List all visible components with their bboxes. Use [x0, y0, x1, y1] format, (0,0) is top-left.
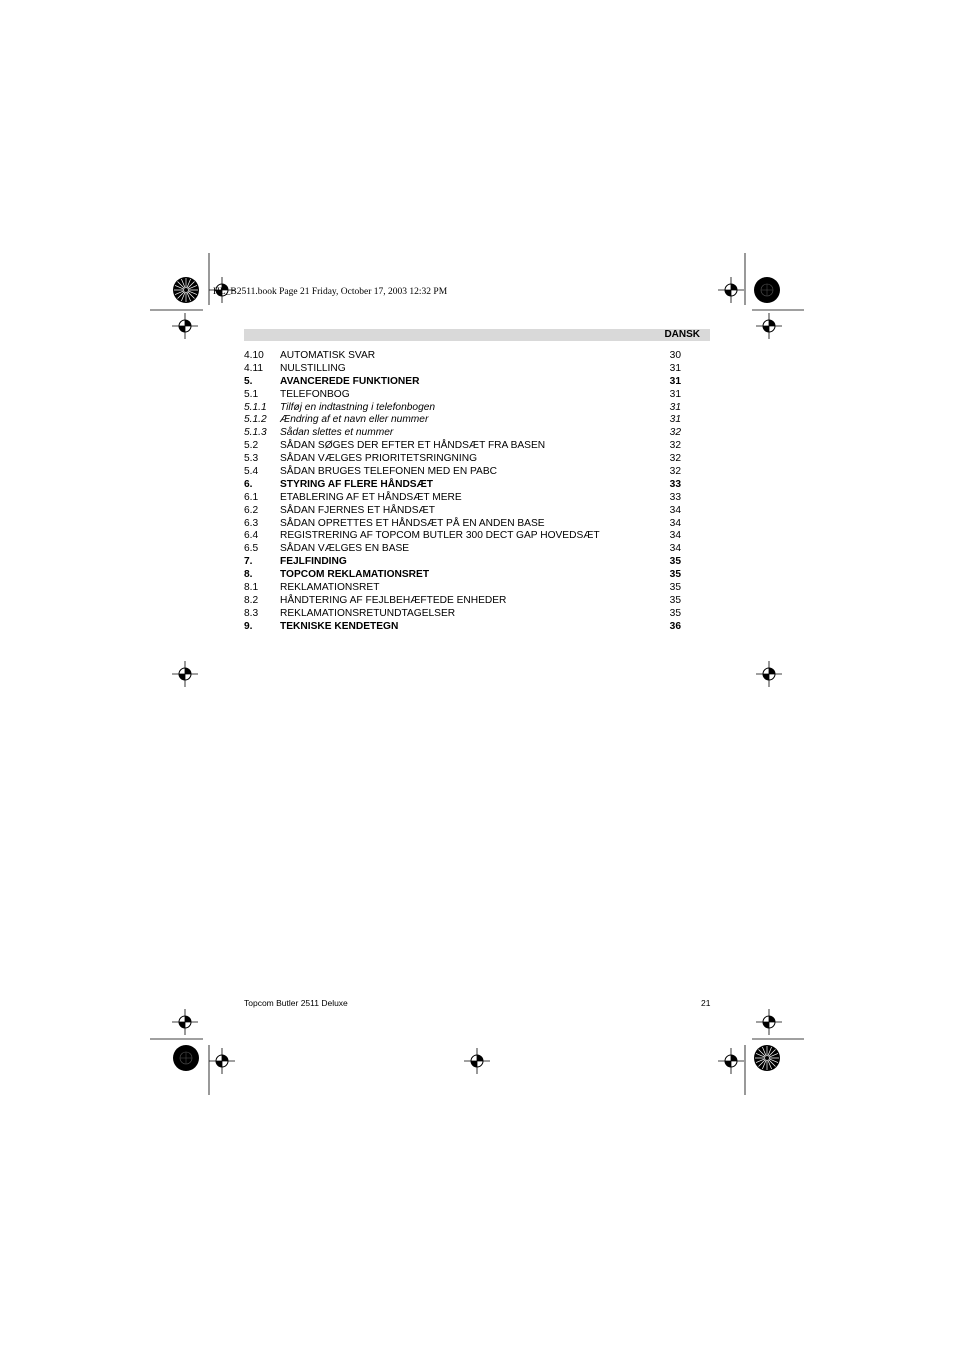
toc-entry-title: SÅDAN VÆLGES PRIORITETSRINGNING — [280, 453, 477, 465]
toc-entry-number: 5. — [244, 375, 253, 387]
toc-entry-page: 32 — [669, 427, 681, 439]
toc-entry-number: 6.3 — [244, 517, 259, 529]
toc-entry[interactable] — [244, 492, 684, 505]
toc-entry[interactable] — [244, 569, 684, 582]
toc-entry-number: 5.4 — [244, 466, 259, 478]
toc-entry-title: ETABLERING AF ET HÅNDSÆT MERE — [280, 491, 462, 503]
toc-entry-page: 34 — [669, 543, 681, 555]
toc-entry-number: 4.10 — [244, 350, 264, 361]
toc-entry-title: SÅDAN OPRETTES ET HÅNDSÆT PÅ EN ANDEN BASE — [280, 517, 545, 529]
print-info-line: HL_B2511.book Page 21 Friday, October 17, 2003 12:32 PM — [213, 287, 448, 297]
toc-entry-number: 5.3 — [244, 453, 259, 465]
toc-entry-page: 31 — [669, 414, 681, 426]
toc-entry[interactable] — [244, 518, 684, 531]
toc-entry-page: 31 — [669, 375, 681, 387]
toc-entry-page: 35 — [669, 594, 681, 606]
toc-entry-page: 32 — [669, 453, 681, 465]
toc-entry-title: Sådan slettes et nummer — [280, 427, 394, 439]
toc-entry[interactable] — [244, 466, 684, 479]
toc-entry-page: 32 — [669, 466, 681, 478]
toc-entry-number: 8. — [244, 569, 253, 581]
toc-entry-page: 31 — [669, 401, 681, 413]
toc-entry[interactable] — [244, 427, 684, 440]
toc-entry[interactable] — [244, 505, 684, 518]
toc-entry-title: HÅNDTERING AF FEJLBEHÆFTEDE ENHEDER — [280, 594, 507, 606]
toc-entry-page: 34 — [669, 504, 681, 516]
toc-entry[interactable] — [244, 376, 684, 389]
toc-entry-number: 8.2 — [244, 594, 259, 606]
toc-entry-title: TOPCOM REKLAMATIONSRET — [280, 569, 430, 581]
toc-entry-page: 36 — [669, 620, 681, 632]
toc-entry-title: AVANCEREDE FUNKTIONER — [280, 375, 420, 387]
toc-entry-number: 9. — [244, 620, 253, 632]
toc-entry-page: 34 — [669, 517, 681, 529]
registration-crosshair-icon — [172, 661, 198, 687]
toc-entry[interactable] — [244, 530, 684, 543]
toc-entry-title: AUTOMATISK SVAR — [280, 350, 376, 361]
toc-entry-number: 6.1 — [244, 491, 259, 503]
toc-entry-number: 5.1.1 — [244, 401, 267, 413]
footer-page-number: 21 — [701, 998, 711, 1008]
table-of-contents — [244, 350, 684, 634]
toc-entry-title: Tilføj en indtastning i telefonbogen — [280, 401, 436, 413]
toc-entry-page: 35 — [669, 556, 681, 568]
toc-entry[interactable] — [244, 479, 684, 492]
toc-entry-number: 7. — [244, 556, 253, 568]
toc-entry-title: TEKNISKE KENDETEGN — [280, 620, 399, 632]
toc-entry[interactable] — [244, 621, 684, 634]
toc-entry[interactable] — [244, 440, 684, 453]
toc-entry-number: 8.1 — [244, 582, 259, 594]
toc-entry[interactable] — [244, 389, 684, 402]
registration-crosshair-icon — [172, 313, 198, 339]
toc-entry-number: 6.5 — [244, 543, 259, 555]
toc-entry-title: REKLAMATIONSRETUNDTAGELSER — [280, 607, 456, 619]
toc-entry-title: SÅDAN VÆLGES EN BASE — [280, 543, 410, 555]
toc-entry-page: 32 — [669, 440, 681, 452]
registration-starburst-icon — [173, 277, 199, 303]
toc-entry-page: 33 — [669, 491, 681, 503]
toc-entry-page: 35 — [669, 569, 681, 581]
registration-crosshair-icon — [756, 1009, 782, 1035]
registration-crosshair-icon — [718, 1048, 744, 1074]
toc-entry-title: Ændring af et navn eller nummer — [280, 414, 429, 426]
toc-entry-page: 35 — [669, 607, 681, 619]
toc-entry-title: REKLAMATIONSRET — [280, 582, 380, 594]
toc-entry-number: 8.3 — [244, 607, 259, 619]
toc-entry-title: STYRING AF FLERE HÅNDSÆT — [280, 478, 434, 490]
language-header-bar — [244, 329, 710, 341]
toc-entry-number: 5.1.2 — [244, 414, 267, 426]
toc-entry[interactable] — [244, 595, 684, 608]
toc-entry[interactable] — [244, 608, 684, 621]
toc-entry-number: 5.2 — [244, 440, 259, 452]
toc-entry[interactable] — [244, 414, 684, 427]
toc-entry-title: SÅDAN BRUGES TELEFONEN MED EN PABC — [280, 466, 498, 478]
registration-starburst-icon — [754, 1045, 780, 1071]
registration-dot-icon — [754, 277, 780, 303]
toc-entry-number: 5.1.3 — [244, 427, 267, 439]
toc-entry-page: 30 — [669, 350, 681, 361]
toc-entry[interactable] — [244, 556, 684, 569]
toc-entry-number: 4.11 — [244, 362, 264, 374]
toc-entry-page: 35 — [669, 582, 681, 594]
toc-entry[interactable] — [244, 402, 684, 415]
registration-crosshair-icon — [172, 1009, 198, 1035]
toc-entry-page: 33 — [669, 478, 681, 490]
toc-entry-number: 6.4 — [244, 530, 259, 542]
toc-entry-number: 6.2 — [244, 504, 259, 516]
toc-entry-title: TELEFONBOG — [280, 388, 350, 400]
toc-entry-title: REGISTRERING AF TOPCOM BUTLER 300 DECT GAP HOVEDSÆT — [280, 530, 600, 542]
toc-entry[interactable] — [244, 453, 684, 466]
registration-crosshair-icon — [756, 313, 782, 339]
toc-entry[interactable] — [244, 582, 684, 595]
toc-entry[interactable] — [244, 350, 684, 363]
toc-entry[interactable] — [244, 363, 684, 376]
toc-entry-page: 31 — [669, 362, 681, 374]
toc-entry-title: SÅDAN SØGES DER EFTER ET HÅNDSÆT FRA BASEN — [280, 440, 546, 452]
toc-entry-title: NULSTILLING — [280, 362, 346, 374]
registration-crosshair-icon — [718, 277, 744, 303]
toc-entry-page: 34 — [669, 530, 681, 542]
language-label: DANSK — [664, 329, 700, 340]
toc-entry-title: FEJLFINDING — [280, 556, 347, 568]
registration-crosshair-icon — [464, 1048, 490, 1074]
toc-entry[interactable] — [244, 543, 684, 556]
toc-entry-number: 5.1 — [244, 388, 259, 400]
registration-crosshair-icon — [209, 1048, 235, 1074]
footer-product-name: Topcom Butler 2511 Deluxe — [244, 998, 348, 1008]
toc-entry-title: SÅDAN FJERNES ET HÅNDSÆT — [280, 504, 435, 516]
toc-entry-number: 6. — [244, 478, 253, 490]
registration-dot-icon — [173, 1045, 199, 1071]
toc-entry-page: 31 — [669, 388, 681, 400]
registration-crosshair-icon — [756, 661, 782, 687]
